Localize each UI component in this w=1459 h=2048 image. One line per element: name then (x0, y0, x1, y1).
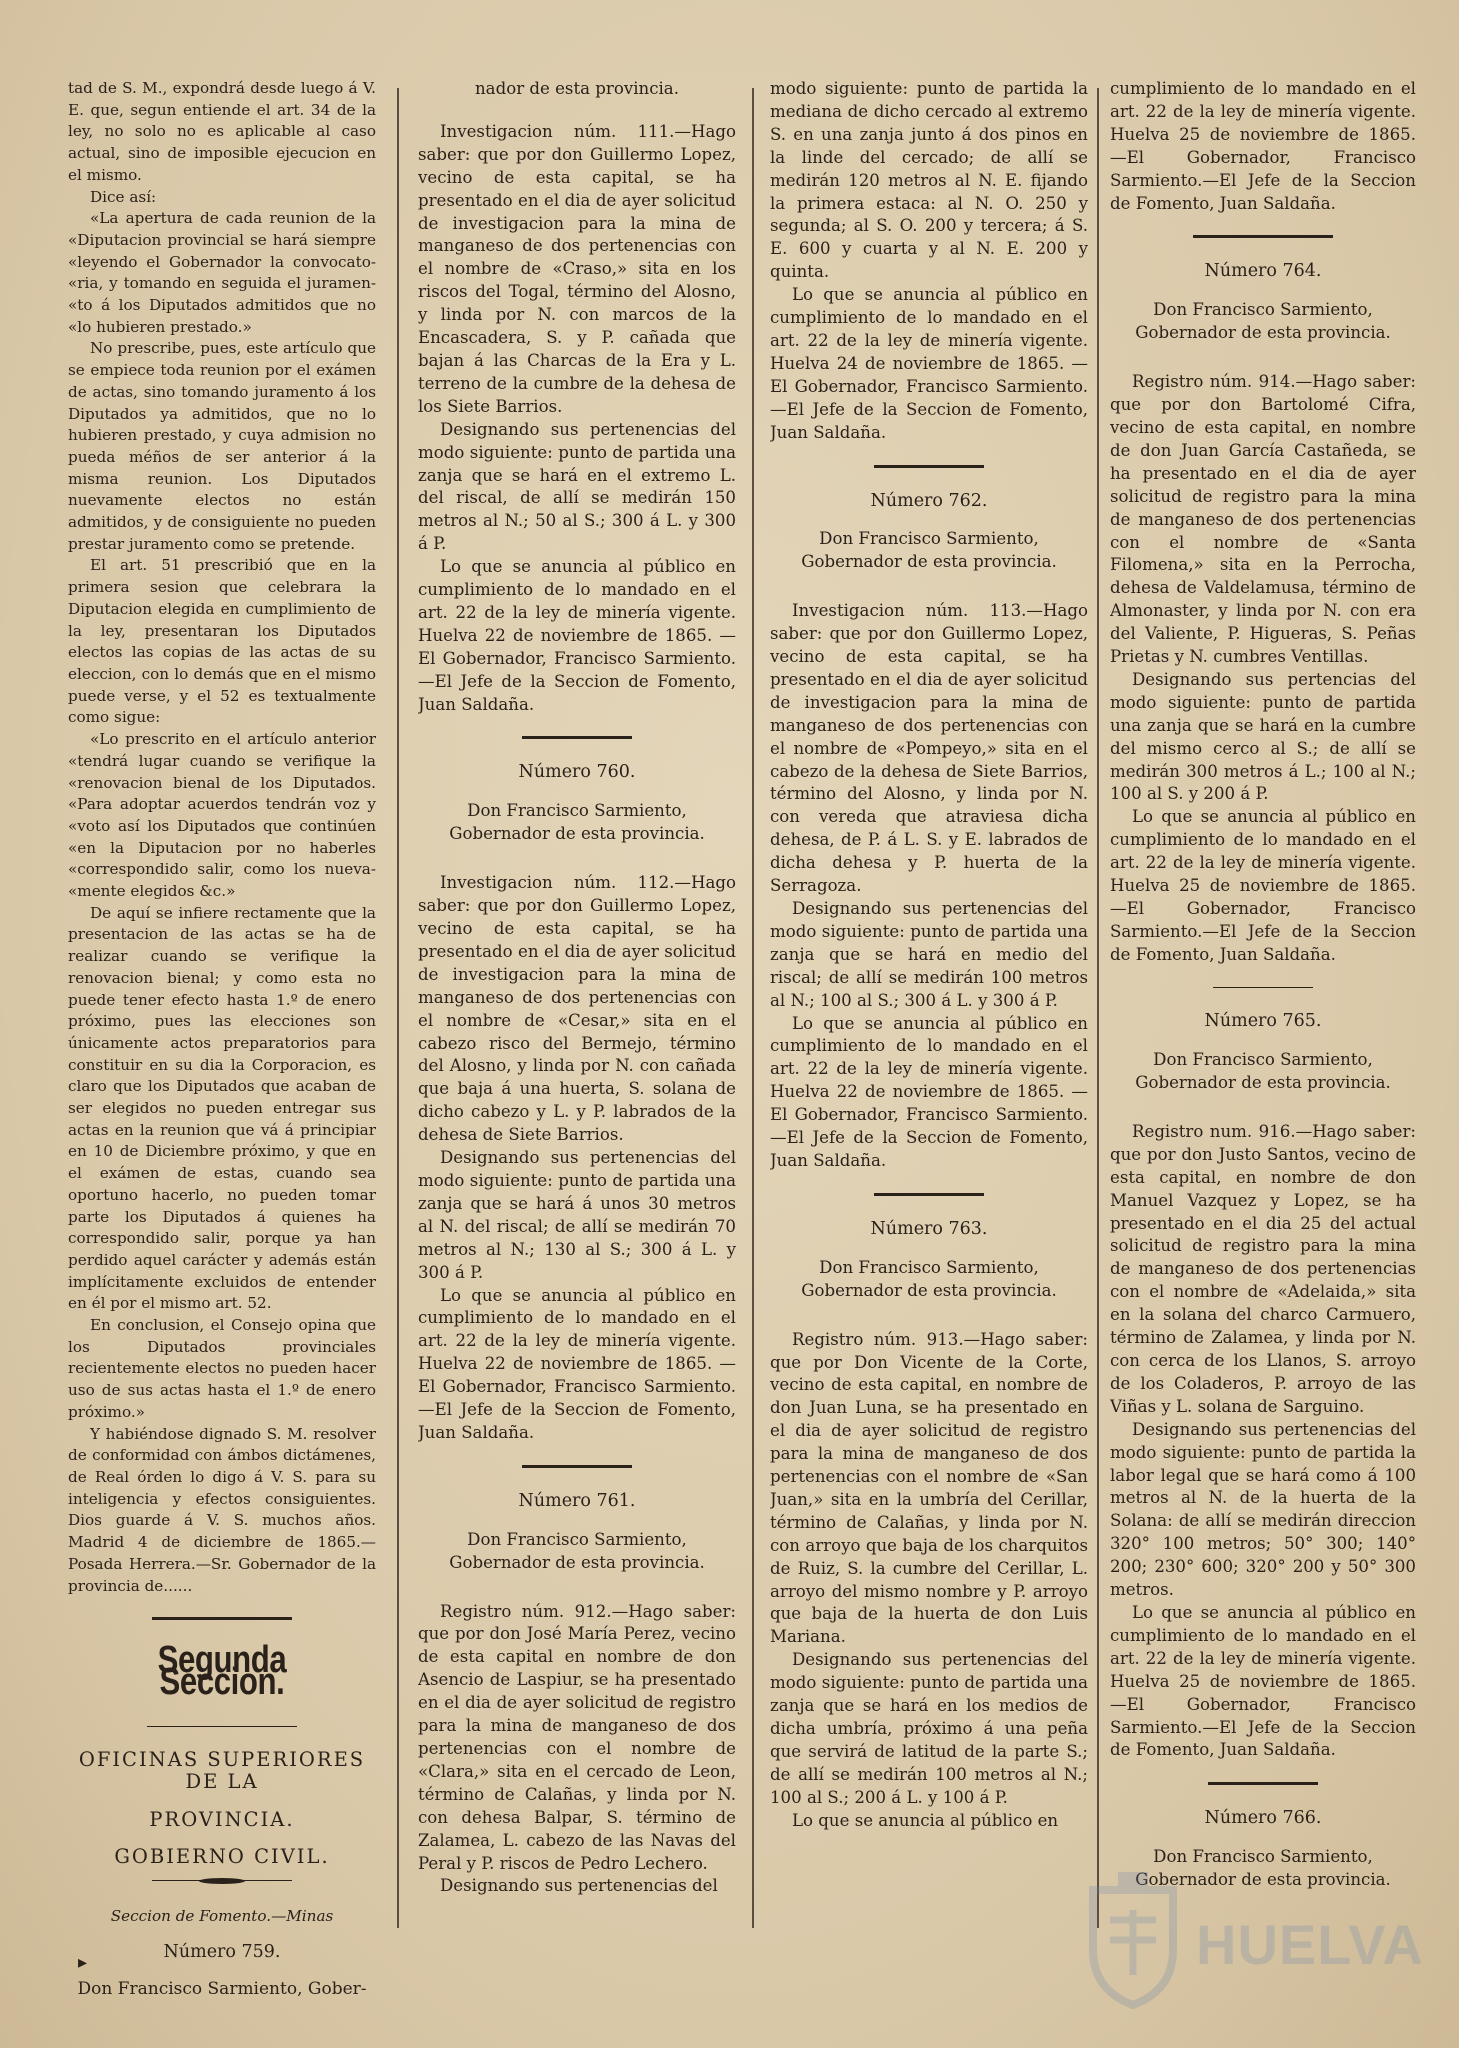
paragraph: Lo que se anuncia al público en cumplimiento de lo mandado en el art. 22 de la ley de minería vigente. Huelva 25 de noviembre de 1865. —El Gobernador, Francisco Sarmiento.—El Jefe de la Seccion de Fomento, Juan Saldaña. (1110, 1602, 1416, 1760)
notice-number: Número 762. (870, 490, 988, 511)
paragraph: Investigacion núm. 113.—Hago saber: que por don Guillermo Lopez, vecino de esta capital, se ha presentado en el dia de ayer solicitud de investigacion para la mina de manganeso de dos pertenencias con el nombre de «Pompeyo,» sita en el cabezo de la dehesa de Siete Barrios, término del Alosno, y linda por N. con vereda que atraviesa dicha dehesa, de P. á L. S. y E. labrados de dicha dehesa y P. huerta de la Serragoza. (770, 601, 1088, 896)
paragraph: En conclusion, el Consejo opina que los Diputados provinciales recientemente electos no pueden hacer uso de sus actas hasta el 1.º de enero próximo.» (68, 1316, 376, 1421)
paragraph: Registro num. 916.—Hago saber: que por don Justo Santos, vecino de esta capital, en nombre de don Manuel Vazquez y Lopez, se ha presentado en el dia 25 del actual solicitud de registro para la mina de manganeso de dos pertenencias con el nombre de «Adelaida,» sita en la solana del charco Carmuero, término de Zalamea, y linda por N. con cerca de los Llanos, S. arroyo de los Coladeros, P. arroyo de las Viñas y L. solana de Sarguino. (1110, 1121, 1416, 1416)
coat-of-arms-icon (1078, 1870, 1188, 2010)
paragraph: Designando sus pertenencias del modo siguiente: punto de partida una zanja que se hará en medio del riscal; de allí se medirán 100 metros al N.; 100 al S.; 300 á L. y 300 á P. (770, 899, 1088, 1010)
separator-rule (874, 1193, 984, 1196)
notice-author: nador de esta provincia. (475, 79, 679, 98)
notice-author: Don Francisco Sarmiento, Gobernador de esta provincia. (801, 529, 1057, 572)
paragraph: Y habiéndose dignado S. M. resolver de conformidad con ámbos dictámenes, de Real órden lo digo á V. S. para su inteligencia y efectos consiguientes. Dios guarde á V. S. muchos años. Madrid 4 de diciembre de 1865.—Posada Herrera.—Sr. Gobernador de la provincia de...... (68, 1424, 376, 1595)
paragraph: Designando sus pertencias del modo siguiente: punto de partida una zanja que se hará en la cumbre del mismo cerco al S.; de allí se medirán 300 metros á L.; 100 al N.; 100 al S. y 200 á P. (1110, 669, 1416, 804)
paragraph: Dice así: (90, 187, 157, 206)
paragraph: Designando sus pertenencias del (440, 1876, 718, 1896)
subsection-heading: Seccion de Fomento.—Minas (110, 1906, 334, 1925)
quote-paragraph: «Lo prescrito en el artículo anterior «tendrá lugar cuando se verifique la «renovacion bienal de los Diputados. «Para adoptar acuerdos tendrán voz y «voto así los Diputados que continúen «en la Diputacion por no haberles «correspondido salir, como los nueva- «mente elegidos &c.» (68, 730, 376, 901)
column-4 (1110, 78, 1416, 1998)
column-rule (1097, 88, 1099, 1928)
paragraph: Registro núm. 912.—Hago saber: que por don José María Perez, vecino de esta capital en nombre de don Asencio de Laspiur, se ha presentado en el dia de ayer solicitud de registro para la mina de manganeso de dos pertenencias con el nombre de «Clara,» sita en el cercado de Leon, término de Calañas, y linda por N. con dehesa Balpar, S. término de Zalamea, L. cabezo de las Navas del Peral y P. riscos de Pedro Lechero. (418, 1601, 736, 1873)
paragraph: Lo que se anuncia al público en cumplimiento de lo mandado en el art. 22 de la ley de minería vigente. Huelva 24 de noviembre de 1865. —El Gobernador, Francisco Sarmiento.—El Jefe de la Seccion de Fomento, Juan Saldaña. (770, 285, 1088, 442)
notice-author: Don Francisco Sarmiento, Gobernador de esta provincia. (1135, 1847, 1391, 1890)
separator-rule (1193, 235, 1333, 238)
paragraph: Lo que se anuncia al público en (792, 1810, 1059, 1830)
separator-rule (147, 1726, 297, 1728)
paragraph: Designando sus pertenencias del modo siguiente: punto de partida una zanja que se hará en los medios de dicha umbría, próximo á una peña que servirá de latitud de la parte S.; de allí se medirán 100 metros al N.; 100 al S.; 200 á L. y 100 á P. (770, 1650, 1088, 1807)
separator-rule (874, 465, 984, 468)
paragraph: El art. 51 prescribió que en la primera sesion que celebrara la Diputacion elegida en cumplimiento de la ley, presentaran los Diputados electos las copias de las actas de su eleccion, con lo demás que en el mismo puede verse, y el 52 es textualmente como sigue: (68, 556, 376, 727)
paragraph: Lo que se anuncia al público en cumplimiento de lo mandado en el art. 22 de la ley de minería vigente. Huelva 22 de noviembre de 1865. —El Gobernador, Francisco Sarmiento.—El Jefe de la Seccion de Fomento, Juan Saldaña. (418, 1285, 736, 1442)
notice-author: Don Francisco Sarmiento, Gobernador de esta provincia. (801, 1257, 1057, 1300)
separator-rule (1208, 1782, 1318, 1785)
paragraph: Lo que se anuncia al público en cumplimiento de lo mandado en el art. 22 de la ley de minería vigente. Huelva 22 de noviembre de 1865. —El Gobernador, Francisco Sarmiento.—El Jefe de la Seccion de Fomento, Juan Saldaña. (770, 1013, 1088, 1170)
paragraph: Designando sus pertenencias del modo siguiente: punto de partida la labor legal que se hará como á 100 metros al N. de la huerta de la Solana: de allí se medirán direccion 320° 100 metros; 50° 300; 140° 200; 230° 600; 320° 200 y 50° 300 metros. (1110, 1419, 1416, 1600)
office-heading: GOBIERNO CIVIL. (114, 1845, 330, 1869)
separator-rule (152, 1617, 292, 1620)
notice-number: Número 766. (1204, 1808, 1322, 1829)
column-1 (68, 78, 376, 1998)
office-heading: OFICINAS SUPERIORES DE LA (78, 1748, 366, 1793)
notice-number: Número 761. (518, 1490, 636, 1511)
notice-author: Don Francisco Sarmiento, Gobernador de esta provincia. (1135, 300, 1391, 343)
paragraph: Lo que se anuncia al público en cumplimiento de lo mandado en el art. 22 de la ley de minería vigente. Huelva 22 de noviembre de 1865. —El Gobernador, Francisco Sarmiento.—El Jefe de la Seccion de Fomento, Juan Saldaña. (418, 557, 736, 714)
paragraph: modo siguiente: punto de partida la mediana de dicho cercado al extremo S. en una zanja junto á dos pinos en la linde del cercado; de allí se medirán 120 metros al N. E. fijando la primera estaca: al N. O. 250 y segunda; al S. O. 200 y tercera; á S. E. 600 y cuarta y al N. E. 200 y quinta. (770, 79, 1088, 282)
office-heading: PROVINCIA. (149, 1807, 295, 1831)
notice-author: Don Francisco Sarmiento, Gobernador de esta provincia. (449, 801, 705, 844)
paragraph: Registro núm. 914.—Hago saber: que por don Bartolomé Cifra, vecino de esta capital, en nombre de don Juan García Castañeda, se ha presentado en el dia de ayer solicitud de registro para la mina de manganeso de dos pertenencias con el nombre de «Santa Filomena,» sita en la Perrocha, dehesa de Valdelamusa, término de Almonaster, y linda por N. con era del Valiente, P. Higueras, S. Peñas Prietas y N. cumbres Ventillas. (1110, 372, 1416, 667)
paragraph: tad de S. M., expondrá desde luego á V. E. que, segun entiende el art. 34 de la ley, no solo no es aplicable al caso actual, sino de imposible ejecucion en el mismo. (68, 79, 376, 184)
notice-author: Don Francisco Sarmiento, Gobernador de esta provincia. (449, 1529, 705, 1572)
separator-rule (1213, 987, 1313, 989)
quote-paragraph: «La apertura de cada reunion de la «Diputacion provincial se hará siempre «leyendo el Gobernador la convocato- «ria, y tomando en seguida el juramen- «to á los Diputados admitidos que no «lo hubieren prestado.» (68, 209, 376, 336)
notice-number: Número 764. (1204, 261, 1322, 282)
separator-rule (522, 736, 632, 739)
separator-rule (522, 1465, 632, 1468)
paragraph: Lo que se anuncia al público en cumplimiento de lo mandado en el art. 22 de la ley de minería vigente. Huelva 25 de noviembre de 1865. —El Gobernador, Francisco Sarmiento.—El Jefe de la Seccion de Fomento, Juan Saldaña. (1110, 807, 1416, 964)
column-2 (418, 78, 736, 1998)
section-title: Segunda Seccion. (157, 1639, 287, 1703)
print-mark: ▸ (78, 1952, 88, 1973)
column-3 (770, 78, 1088, 1998)
paragraph: Registro núm. 913.—Hago saber: que por Don Vicente de la Corte, vecino de esta capital, en nombre de don Juan Luna, se ha presentado en el dia de ayer solicitud de registro para la mina de manganeso de dos pertenencias con el nombre de «San Juan,» sita en la umbría del Cerillar, término de Calañas, y linda por N. con arroyo que baja de los charquitos de Ruiz, S. la cumbre del Cerillar, L. arroyo del mismo nombre y P. arroyo que baja de la huerta de don Luis Mariana. (770, 1329, 1088, 1647)
notice-number: Número 765. (1204, 1011, 1322, 1032)
huelva-watermark (1078, 1870, 1424, 2020)
paragraph: Investigacion núm. 112.—Hago saber: que por don Guillermo Lopez, vecino de esta capital, se ha presentado en el dia de ayer solicitud de investigacion para la mina de manganeso de dos pertenencias con el nombre de «Cesar,» sita en el cabezo risco del Bermejo, término del Alosno, y linda por N. con cañada que baja á una huerta, S. solana de dicho cabezo y L. y P. labrados de la dehesa de Siete Barrios. (418, 873, 736, 1145)
paragraph: Designando sus pertenencias del modo siguiente: punto de partida una zanja que se hará en el extremo L. del riscal, de allí se medirán 150 metros al N.; 50 al S.; 300 á L. y 300 á P. (418, 419, 736, 554)
paragraph: No prescribe, pues, este artículo que se empiece toda reunion por el exámen de actas, sino tomando juramento á los Diputados ya admitidos, que no lo hubieren prestado, y cuya admision no pueda méños de ser anterior á la misma reunion. Los Diputados nuevamente electos no están admitidos, y de consiguiente no pueden prestar juramento como se pretende. (68, 339, 376, 553)
paragraph: De aquí se infiere rectamente que la presentacion de las actas se ha de realizar cuando se verifique la renovacion bienal; y como esta no puede tener efecto hasta 1.º de enero próximo, pues las elecciones son únicamente actos preparatorios para constituir en su dia la Corporacion, es claro que los Diputados que acaban de ser elegidos no pueden entregar sus actas en la reunion que vá á principiar en 10 de Diciembre próximo, y que en el exámen de estas, cuando sea oportuno hacerlo, no pueden tomar parte los Diputados á quienes ha correspondido salir, porque ya han perdido aquel carácter y además están implícitamente excluidos de entender en él por el mismo art. 52. (68, 903, 376, 1313)
watermark-text: HUELVA (1196, 1913, 1424, 1976)
notice-author: Don Francisco Sarmiento, Gober- (77, 1979, 367, 1998)
ornament-divider (152, 1878, 292, 1884)
column-rule (752, 88, 754, 1928)
paragraph: Investigacion núm. 111.—Hago saber: que por don Guillermo Lopez, vecino de esta capital, se ha presentado en el dia de ayer solicitud de investigacion para la mina de manganeso de dos pertenencias con el nombre de «Craso,» sita en los riscos del Togal, término del Alosno, y linda por N. con marcos de la Encascadera, S. y P. cañada que bajan á las Charcas de la Era y L. terreno de la cumbre de la dehesa de los Siete Barrios. (418, 121, 736, 416)
paragraph: cumplimiento de lo mandado en el art. 22 de la ley de minería vigente. Huelva 25 de noviembre de 1865. —El Gobernador, Francisco Sarmiento.—El Jefe de la Seccion de Fomento, Juan Saldaña. (1110, 79, 1416, 213)
notice-number: Número 763. (870, 1218, 988, 1239)
notice-number: Número 759. (163, 1941, 281, 1962)
notice-number: Número 760. (518, 762, 636, 783)
notice-author: Don Francisco Sarmiento, Gobernador de esta provincia. (1135, 1050, 1391, 1093)
column-rule (397, 88, 399, 1928)
paragraph: Designando sus pertenencias del modo siguiente: punto de partida una zanja que se hará á unos 30 metros al N. del riscal; de allí se medirán 70 metros al N.; 130 al S.; 300 á L. y 300 á P. (418, 1148, 736, 1282)
